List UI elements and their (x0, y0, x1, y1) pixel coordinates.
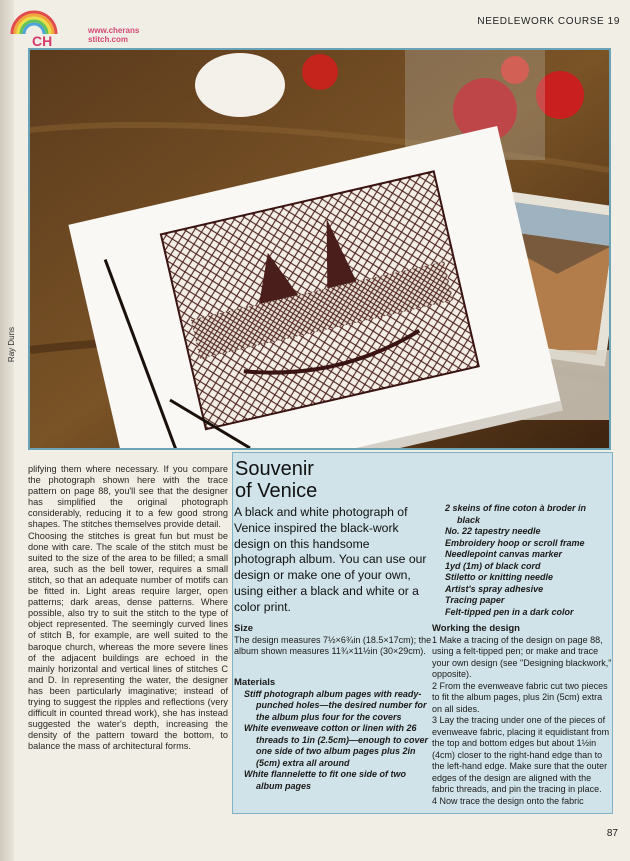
materials-section (234, 677, 434, 792)
course-header: NEEDLEWORK COURSE 19 (477, 16, 620, 27)
size-text: The design measures 7½×6¾in (18.5×17cm); the album shown measures 11¾×11½in (30×29cm). (234, 634, 432, 656)
material-item: 1yd (1m) of black cord (445, 560, 541, 571)
working-step: 2 From the evenweave fabric cut two pieces to fit the album pages, plus 2in (5cm) extra on all sides. (432, 680, 608, 714)
material-item: Felt-tipped pen in a dark color (445, 606, 574, 617)
working-step: 3 Lay the tracing under one of the pieces of evenweave fabric, placing it equidistant from the top and bottom edges but about 1½in (4cm) closer to the right-hand edge than to the left-hand edge. Make sure that the outer edges of the design are aligned with the fabric threads, and pin the tracing in place. (432, 715, 610, 794)
material-item: Needlepoint canvas marker (445, 549, 563, 559)
watermark-brand: CH (32, 33, 53, 48)
material-item: White evenweave cotton or linen with 26 threads to 1in (2.5cm)—enough to cover one side of two album pages plus 2in (5cm) extra all around (244, 723, 429, 768)
album-photo (28, 48, 611, 450)
working-step: 4 Now trace the design onto the fabric (432, 795, 584, 806)
working-step: 1 Make a tracing of the design on page 88, using a felt-tipped pen; or make and trace your own design (see "Designing blackwork," opposite). (432, 634, 612, 679)
red-flower (302, 54, 338, 90)
material-item: Stiletto or knitting needle (445, 572, 554, 582)
material-item: No. 22 tapestry needle (445, 526, 541, 536)
material-item: Artist's spray adhesive (445, 583, 544, 594)
page-number: 87 (606, 828, 618, 839)
watermark-logo (4, 6, 154, 48)
material-item: Stiff photograph album pages with ready-punched holes—the desired number for the album plus four for the covers (244, 688, 427, 722)
material-item: 2 skeins of fine coton à broder in black (445, 503, 587, 525)
materials-list-continued (445, 503, 610, 618)
article-body-left: plifying them where necessary. If you compare the photograph shown here with the trace pattern on page 88, you'll see that the designer has simplified the original photograph considerably, reducing it to a few good strong shapes. The stitches themselves provide detail. Choosing the stitches is great fun but must be done with care. The scale of the stitch must be suited to the size of the area to be filled; a small area, such as the bell tower, requires a small stitch, so that an adequate number of motifs can be fitted in. Light areas require larger, open patterns; dark areas, dense patterns. Where possible, also try to suit the stitch to the type of object represented. The seemingly curved lines of stitch B, for example, are well suited to the baroque church, whereas the more severe lines of the adjacent buildings are echoed in the mainly horizontal and vertical lines of stitches C and D. In representing the water, the designer has been particularly imaginative; instead of trying to suggest the ripples and reflections (very difficult in counted thread work), she has instead suggested the water's depth, increasing the density of the pattern toward the bottom, to balance the mass of architectural forms. (28, 464, 228, 752)
working-section (432, 623, 612, 807)
material-item: Tracing paper (445, 595, 505, 605)
material-item: Embroidery hoop or scroll frame (445, 537, 585, 548)
watermark-url: www.cherans stitch.com (88, 26, 140, 44)
article-title: Souvenir of Venice (235, 458, 318, 502)
material-item: White flannelette to fit one side of two album pages (244, 769, 406, 791)
size-section (234, 623, 434, 658)
working-heading: Working the design (432, 623, 520, 634)
candle-holder (195, 53, 285, 117)
size-heading: Size (234, 623, 254, 634)
page-binding (0, 0, 17, 861)
photo-credit: Ray Duns (7, 326, 17, 363)
materials-heading: Materials (234, 677, 276, 688)
article-intro: A black and white photograph of Venice inspired the black-work design on this handsome photograph album. You can use our design or make one of your own, using either a black and white or a color print. (234, 505, 427, 614)
